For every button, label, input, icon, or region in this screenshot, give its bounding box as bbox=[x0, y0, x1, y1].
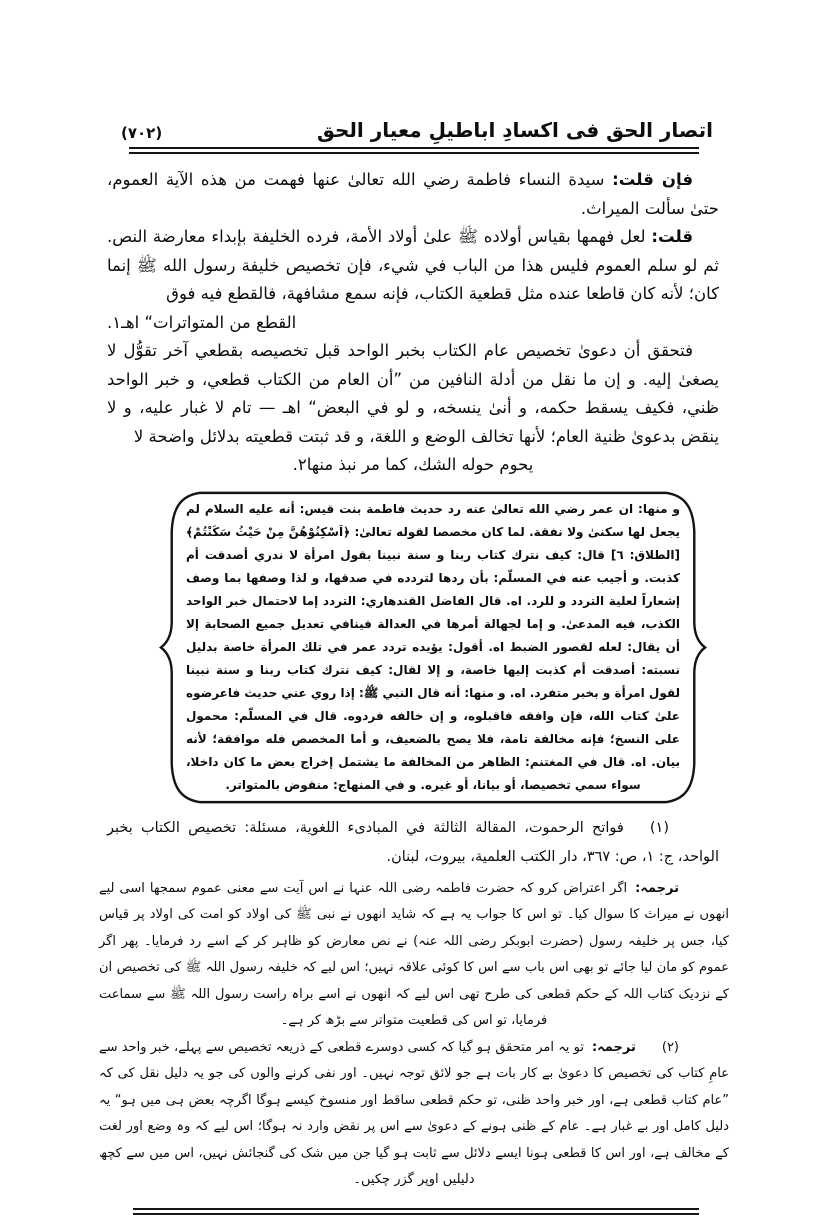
paragraph-conclusion-text: فتحقق أن دعوىٰ تخصيص عام الكتاب بخبر الواحد قبل تخصيصه بقطعي آخر تقوُّل لا يصغىٰ إليه. و إن ما نقل من أدلة النافين من ”أن العام من الكتاب قطعي، و خبر الواحد ظني، فكيف يسقط حكمه، و أنىٰ ينسخه، و لو في البعض“ اهـ — تام لا غبار عليه، و لا ينقض بدعوىٰ ظنية العام؛ لأنها تخالف الوضع و اللغة، و قد ثبتت قطعيته بدلائل واضحة لا bbox=[107, 341, 719, 446]
footnote-1-text: فواتح الرحموت، المقالة الثالثة في المبادىء اللغوية، مسئلة: تخصيص الكتاب بخبر الواحد، ج: ١، ص: ٣٦٧، دار الكتب العلمية، بيروت، لبنان. bbox=[107, 819, 719, 865]
book-title: اتصار الحق فی اکسادِ اباطیلِ معیار الحق bbox=[316, 118, 713, 142]
paragraph-objection bbox=[107, 166, 719, 223]
paragraph-reply bbox=[107, 223, 719, 309]
paragraph-conclusion bbox=[107, 337, 719, 451]
paragraph-reply-text: لعل فهمها بقياس أولاده ﷺ علىٰ أولاد الأمة، فرده الخليفة بإبداء معارضة النص. ثم لو سلم العموم فليس هذا من الباب في شيء، فإن تخصيص خليفة رسول الله ﷺ إنما كان؛ لأنه كان قاطعا عنده مثل قطعية الكتاب، فإنه سمع مشافهة، فالقطع فيه فوق bbox=[107, 227, 719, 303]
main-arabic-text bbox=[107, 166, 719, 480]
footnote-1-number: (١) bbox=[649, 819, 669, 836]
page-header bbox=[107, 118, 719, 142]
marginal-note-text: و منها: ان عمر رضي الله تعالىٰ عنه رد حديث فاطمة بنت قيس: أنه عليه السلام لم يجعل لها سكنىٰ ولا نفقة. لما كان مخصصا لقوله تعالىٰ: ﴿اَسْكِنُوْهُنَّ مِنْ حَيْثُ سَكَنْتُمْ﴾ [الطلاق: ٦] قال: كيف نترك كتاب ربنا و سنة نبينا بقول امرأة لا ندري أصدقت أم كذبت. و أجيب عنه في المسلّم: بأن ردها لتردده في صدقها، و لذا وصفها بما وصف إشعاراً لعلية التردد و للرد. اه. قال الفاضل القندهاري: التردد إما لاحتمال خبر الواحد الكذب، فيه المدعىٰ. و إما لجهالة أمرها في العدالة فينافي تعديل جميع الصحابة إلا أن يقال: لعله لقصور الضبط اه. أقول: يؤيده تردد عمر في تلك المرأة خاصة بدليل نسبته: أصدقت أم كذبت إليها خاصة، و إلا لقال: كيف نترك كتاب ربنا و سنة نبينا لقول امرأة و بخبر متفرد. اه. و منها: أنه قال النبي ﷺ: إذا روي عني حديث فاعرضوه علىٰ كتاب الله، فإن وافقه فاقبلوه، و إن خالفه فردوه. قال في المسلّم: محمول على النسخ؛ فإنه مخالفة تامة، فلا يصح بالضعيف، و أما المخصص فله موافقة؛ لأنه بيان. اه. قال في المغتنم: الظاهر من المخالفة ما يشتمل إخراج بعض ما كان داخلا، سواء سمي تخصيصا، أو بيانا، أو غيره. و في المنهاج: منقوض بالمتواتر. bbox=[186, 501, 681, 792]
paragraph-reply-lead: قلت: bbox=[651, 227, 693, 246]
marginal-note-box bbox=[159, 489, 707, 806]
page-number: (٧٠٢) bbox=[121, 124, 163, 142]
header-double-rule bbox=[129, 147, 699, 154]
paragraph-objection-lead: فإن قلت: bbox=[612, 170, 693, 189]
bottom-double-rule bbox=[133, 1208, 699, 1215]
paragraph-objection-text: سيدة النساء فاطمة رضي الله تعالىٰ عنها فهمت من هذه الآية العموم، حتىٰ سألت الميراث. bbox=[107, 170, 719, 218]
footnote-1 bbox=[107, 814, 719, 872]
footnote-2 bbox=[99, 1035, 729, 1194]
urdu-translation-1-text: اگر اعتراض کرو کہ حضرت فاطمہ رضی اللہ عنہا نے اس آیت سے معنی عموم سمجھا اسی لیے انھوں نے میراث کا سوال کیا۔ تو اس کا جواب یہ ہے کہ شاید انھوں نے نبی ﷺ کی اولاد کو امت کی اولاد پر قیاس کیا، جس پر خلیفہ رسول (حضرت ابوبکر رضی اللہ عنہ) نے نص معارض کو ظاہر کر کے اسے رد فرمایا۔ پھر اگر عموم کو مان لیا جائے تو بھی اس باب سے اس کا کوئی علاقہ نہیں؛ اس لیے کہ خلیفہ رسول اللہ ﷺ کی تخصیص ان کے نزدیک کتاب اللہ کے حکم قطعی کی طرح تھی اس لیے کہ انھوں نے اسے براہ راست رسول اللہ ﷺ سے سماعت فرمایا، تو اس کی قطعیت متواتر سے بڑھ کر ہے۔ bbox=[99, 880, 729, 1028]
page-content bbox=[99, 0, 729, 1215]
paragraph-conclusion-lastline: يحوم حوله الشك، كما مر نبذ منها٢. bbox=[292, 455, 534, 474]
footnote-2-number: (٢) bbox=[661, 1039, 679, 1055]
footnote-2-lead: ترجمہ: bbox=[591, 1039, 636, 1055]
urdu-translation-1 bbox=[99, 876, 729, 1035]
footnote-2-text: تو یہ امر متحقق ہو گیا کہ کسی دوسرے قطعی کے ذریعہ تخصیص سے پہلے، خبر واحد سے عامِ کتاب کی تخصیص کا دعویٰ بے کار بات ہے جو لائق توجہ نہیں۔ اور نفی کرنے والوں کی جو یہ دلیل نقل کی کہ ”عام کتاب قطعی ہے، اور خبر واحد ظنی، تو حکم قطعی ساقط اور منسوخ کیسے ہوگا اگرچہ بعض ہی میں ہو“ یہ دلیل کامل اور بے غبار ہے۔ عام کے ظنی ہونے کے دعویٰ سے اس پر نقض وارد نہ ہوگا؛ اس لیے کہ وہ وضع اور لغت کے مخالف ہے، اور اس کا قطعی ہونا ایسے دلائل سے ثابت ہو گیا جن میں شک کی گنجائش نہیں، اس میں سے کچھ دلیلیں اوپر گزر چکیں۔ bbox=[99, 1039, 729, 1187]
urdu-translation-1-lead: ترجمہ: bbox=[635, 880, 679, 896]
paragraph-reply-lastline: القطع من المتواترات“ اهـ١. bbox=[107, 312, 297, 332]
